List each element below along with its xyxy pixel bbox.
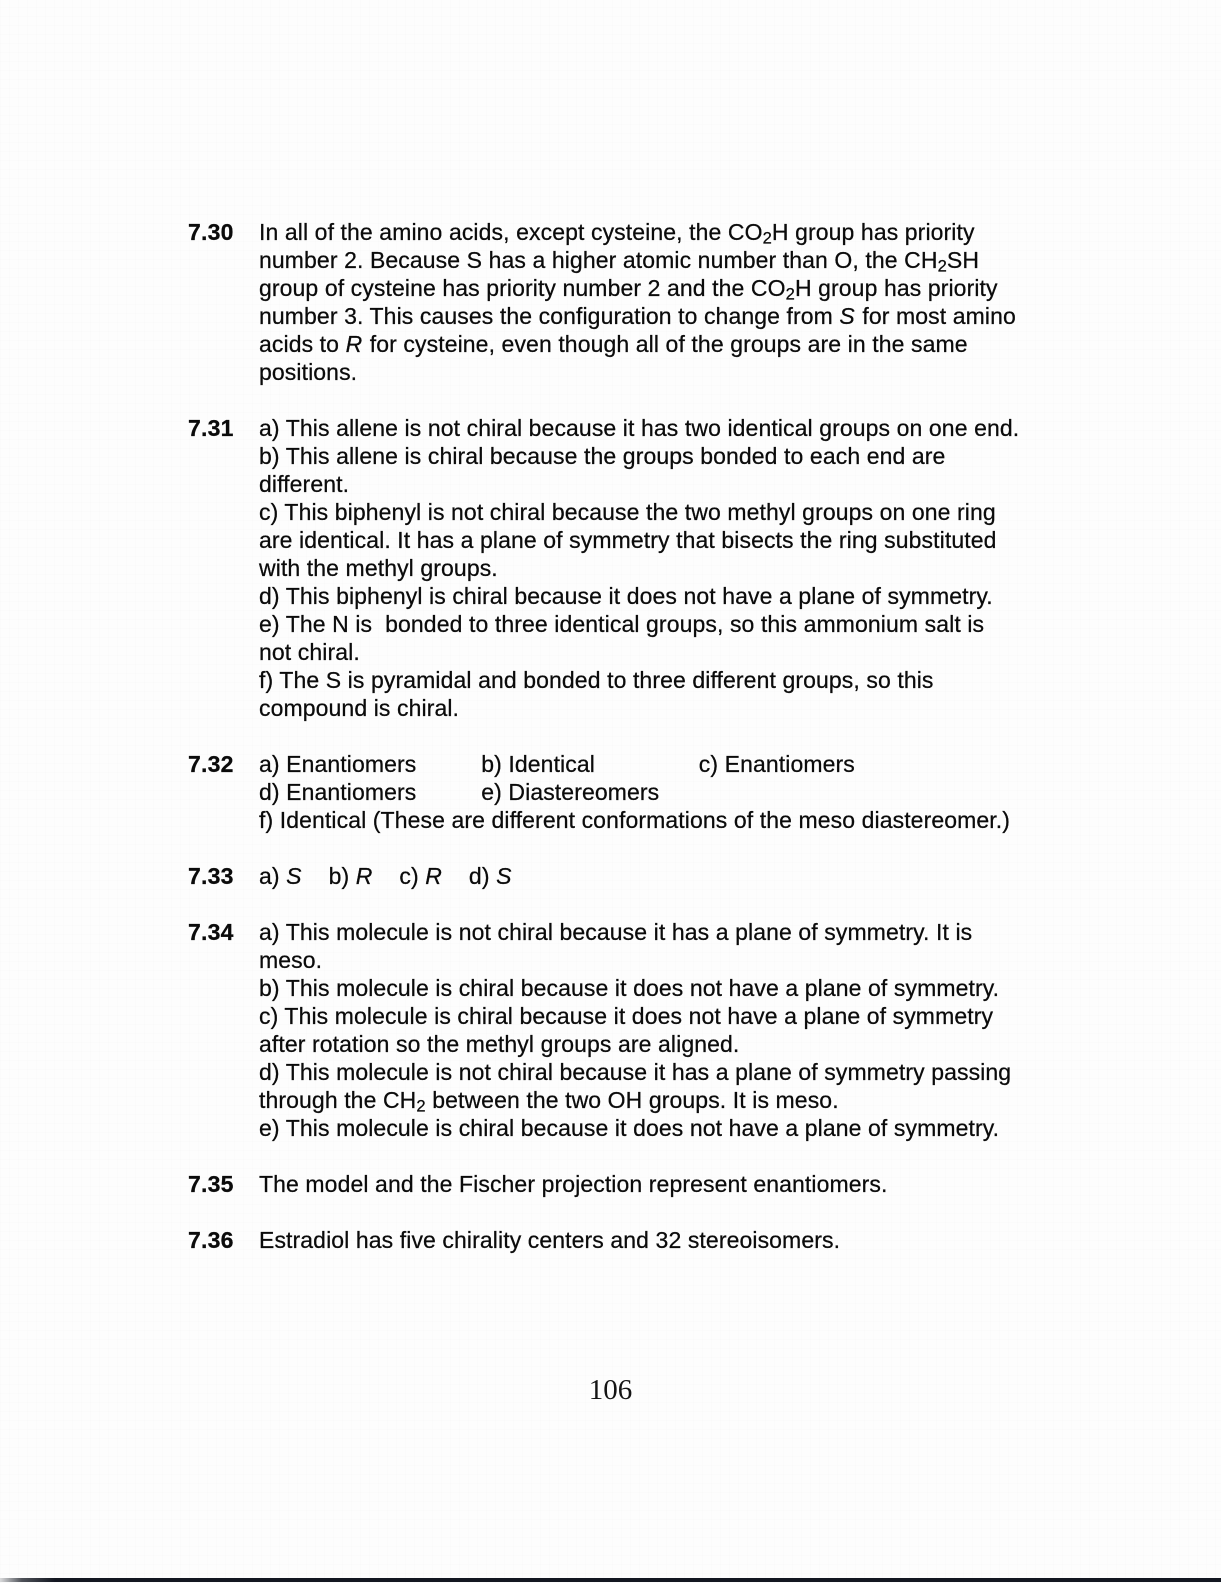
problem-text	[259, 218, 1108, 386]
text-line: with the methyl groups.	[259, 555, 498, 581]
problem-item-7.34	[188, 918, 1108, 1142]
text-line: not chiral.	[259, 639, 360, 665]
problem-number: 7.35	[188, 1171, 234, 1197]
text-line: b) This allene is chiral because the groups bonded to each end are	[259, 443, 946, 469]
problem-text	[259, 750, 1108, 834]
problem-text	[259, 414, 1108, 722]
scan-edge-line	[0, 1578, 1221, 1582]
text-line: c) This molecule is chiral because it does not have a plane of symmetry	[259, 1003, 994, 1029]
problem-number: 7.31	[188, 415, 234, 441]
problem-item-7.32	[188, 750, 1108, 834]
text-line: d) This molecule is not chiral because it has a plane of symmetry passing	[259, 1059, 1012, 1085]
text-line: a) This molecule is not chiral because it has a plane of symmetry. It is	[259, 919, 973, 945]
text-line: a) This allene is not chiral because it has two identical groups on one end.	[259, 415, 1020, 441]
text-line: c) This biphenyl is not chiral because the two methyl groups on one ring	[259, 499, 996, 525]
problem-text	[259, 1170, 1108, 1198]
text-line: number 2. Because S has a higher atomic number than O, the $CH_2SH$	[259, 247, 980, 276]
text-line: f) The S is pyramidal and bonded to three different groups, so this	[259, 667, 934, 693]
text-line: The model and the Fischer projection represent enantiomers.	[259, 1171, 888, 1197]
problem-text	[259, 918, 1108, 1142]
problem-number: 7.30	[188, 219, 234, 245]
text-line: a) S b) R c) R d) S	[259, 863, 512, 889]
text-line: positions.	[259, 359, 358, 385]
text-line: are identical. It has a plane of symmetry that bisects the ring substituted	[259, 527, 997, 553]
problem-item-7.36	[188, 1226, 1108, 1254]
problems-list	[188, 218, 1108, 1282]
text-line: b) This molecule is chiral because it does not have a plane of symmetry.	[259, 975, 1000, 1001]
problem-item-7.31	[188, 414, 1108, 722]
text-line: different.	[259, 471, 350, 497]
problem-number: 7.33	[188, 863, 234, 889]
text-line: group of cysteine has priority number 2 and the $CO_2H$ group has priority	[259, 275, 998, 304]
page-number: 106	[588, 1374, 633, 1406]
text-line: acids to R for cysteine, even though all of the groups are in the same	[259, 331, 968, 357]
text-line: a) Enantiomers b) Identical c) Enantiomers	[259, 751, 855, 777]
text-line: meso.	[259, 947, 323, 973]
problem-number: 7.34	[188, 919, 234, 945]
text-line: compound is chiral.	[259, 695, 460, 721]
text-line: d) This biphenyl is chiral because it does not have a plane of symmetry.	[259, 583, 993, 609]
problem-text	[259, 1226, 1108, 1254]
text-line: In all of the amino acids, except cysteine, the $CO_2H$ group has priority	[259, 219, 975, 248]
text-line: d) Enantiomers e) Diastereomers	[259, 779, 660, 805]
text-line: f) Identical (These are different conformations of the meso diastereomer.)	[259, 807, 1011, 833]
text-line: Estradiol has five chirality centers and 32 stereoisomers.	[259, 1227, 841, 1253]
text-line: e) The N is bonded to three identical groups, so this ammonium salt is	[259, 611, 985, 637]
text-line: through the $CH_2$ between the two OH groups. It is meso.	[259, 1087, 839, 1116]
text-line: number 3. This causes the configuration to change from S for most amino	[259, 303, 1016, 329]
problem-item-7.30	[188, 218, 1108, 386]
text-line: e) This molecule is chiral because it does not have a plane of symmetry.	[259, 1115, 1000, 1141]
problem-item-7.33	[188, 862, 1108, 890]
problem-number: 7.32	[188, 751, 234, 777]
text-line: after rotation so the methyl groups are aligned.	[259, 1031, 740, 1057]
problem-text	[259, 862, 1108, 890]
problem-number: 7.36	[188, 1227, 234, 1253]
problem-item-7.35	[188, 1170, 1108, 1198]
